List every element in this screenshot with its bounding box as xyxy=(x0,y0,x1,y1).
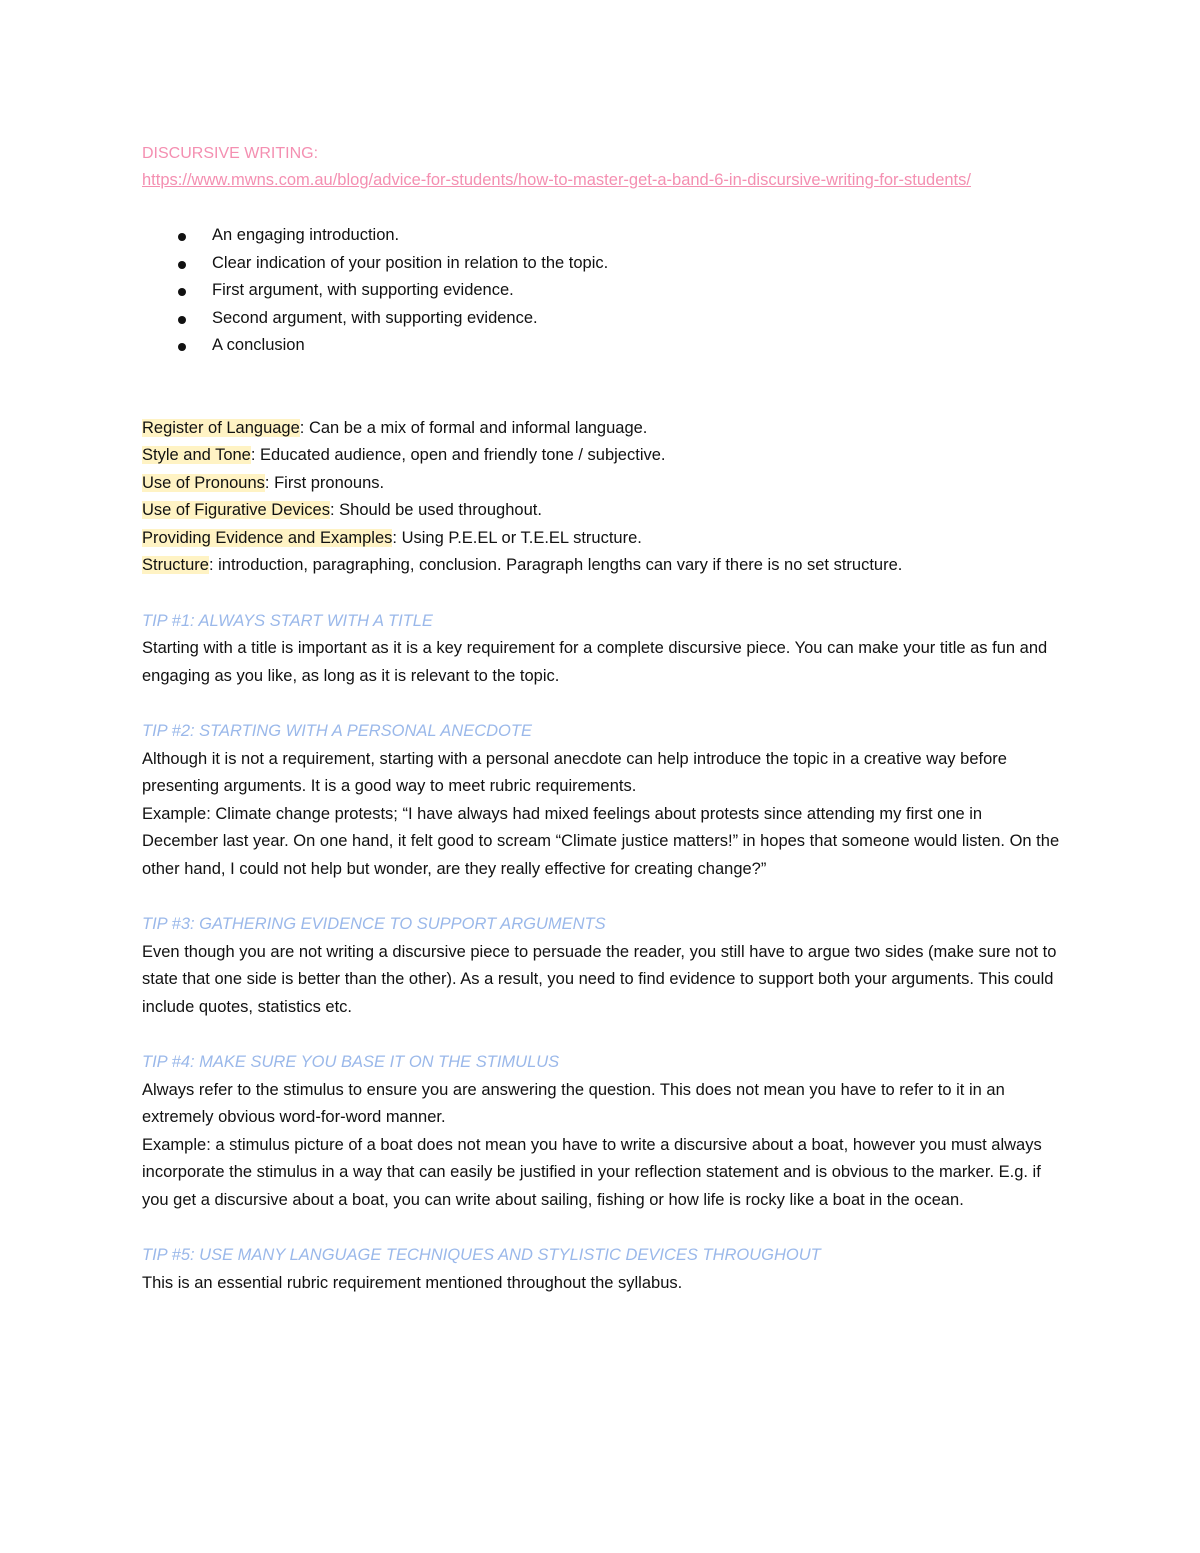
tip-example-paragraph: Example: Climate change protests; “I have always had mixed feelings about protests since attending my first one in December last year. On one hand, it felt good to scream “Climate justice matters!” in hopes that someone would listen. On the other hand, I could not help but wonder, are they really effective for creating change?” xyxy=(142,804,1060,878)
list-item-text: A conclusion xyxy=(212,336,305,354)
property-label: Use of Pronouns xyxy=(142,473,265,492)
tip-paragraph: Even though you are not writing a discursive piece to persuade the reader, you still have to argue two sides (make sure not to state that one side is better than the other). As a result, you need to find evidence to support both your arguments. This could include quotes, statistics etc. xyxy=(142,942,1057,1016)
property-pronouns xyxy=(142,470,1062,498)
list-item xyxy=(142,277,1062,305)
property-label: Register of Language xyxy=(142,418,300,437)
property-structure xyxy=(142,552,1062,580)
tip-heading: TIP #2: STARTING WITH A PERSONAL ANECDOTE xyxy=(142,722,532,740)
property-register xyxy=(142,415,1062,443)
property-value: : First pronouns. xyxy=(264,473,385,492)
tip-section-5 xyxy=(142,1242,1062,1297)
tip-heading: TIP #1: ALWAYS START WITH A TITLE xyxy=(142,611,433,630)
property-evidence xyxy=(142,525,1062,553)
tip-heading: TIP #5: USE MANY LANGUAGE TECHNIQUES AND STYLISTIC DEVICES THROUGHOUT xyxy=(142,1246,821,1264)
property-label: Providing Evidence and Examples xyxy=(142,528,393,547)
bullet-icon xyxy=(178,343,186,351)
list-item xyxy=(142,222,1062,250)
document-page xyxy=(142,140,1062,1297)
property-value: : Using P.E.EL or T.E.EL structure. xyxy=(392,528,642,547)
property-value: : introduction, paragraphing, conclusion. Paragraph lengths can vary if there is no set structure. xyxy=(208,556,903,574)
bullet-icon xyxy=(178,288,186,296)
list-item-text: First argument, with supporting evidence. xyxy=(212,281,514,299)
list-item-text: Clear indication of your position in relation to the topic. xyxy=(212,253,609,272)
property-label: Use of Figurative Devices xyxy=(142,501,330,519)
tip-paragraph: This is an essential rubric requirement mentioned throughout the syllabus. xyxy=(142,1273,683,1292)
list-item xyxy=(142,332,1062,360)
property-value: : Should be used throughout. xyxy=(330,501,542,519)
tip-section-1 xyxy=(142,608,1062,691)
property-label: Style and Tone xyxy=(142,446,251,464)
list-item-text: An engaging introduction. xyxy=(212,226,400,244)
tip-example-paragraph: Example: a stimulus picture of a boat does not mean you have to write a discursive about a boat, however you must always incorporate the stimulus in a way that can easily be justified in your reflection statement and is obvious to the marker. E.g. if you get a discursive about a boat, you can write about sailing, fishing or how life is rocky like a boat in the ocean. xyxy=(142,1135,1042,1209)
property-value: : Can be a mix of formal and informal language. xyxy=(299,418,648,437)
property-label: Structure xyxy=(142,556,209,574)
tip-section-4 xyxy=(142,1049,1062,1214)
bullet-icon xyxy=(178,316,186,324)
tip-heading: TIP #4: MAKE SURE YOU BASE IT ON THE STIMULUS xyxy=(142,1053,560,1071)
tip-paragraph: Always refer to the stimulus to ensure you are answering the question. This does not mean you have to refer to it in an extremely obvious word-for-word manner. xyxy=(142,1080,1005,1126)
structure-outline-list xyxy=(142,222,1062,360)
tip-section-3 xyxy=(142,911,1062,1021)
tip-paragraph: Although it is not a requirement, starting with a personal anecdote can help introduce the topic in a creative way before presenting arguments. It is a good way to meet rubric requirements. xyxy=(142,749,1007,795)
list-item xyxy=(142,305,1062,333)
tip-section-2 xyxy=(142,718,1062,883)
list-item xyxy=(142,250,1062,278)
source-link[interactable]: https://www.mwns.com.au/blog/advice-for-students/how-to-master-get-a-band-6-in-discursive-writing-for-students/ xyxy=(142,171,971,189)
property-style-tone xyxy=(142,442,1062,470)
document-title: DISCURSIVE WRITING: xyxy=(142,145,319,162)
property-value: : Educated audience, open and friendly tone / subjective. xyxy=(250,446,666,464)
bullet-icon xyxy=(178,233,186,241)
tip-paragraph: Starting with a title is important as it is a key requirement for a complete discursive piece. You can make your title as fun and engaging as you like, as long as it is relevant to the topic. xyxy=(142,639,1048,685)
property-figurative-devices xyxy=(142,497,1062,525)
tip-heading: TIP #3: GATHERING EVIDENCE TO SUPPORT ARGUMENTS xyxy=(142,915,606,933)
writing-properties xyxy=(142,415,1062,580)
bullet-icon xyxy=(178,261,186,269)
list-item-text: Second argument, with supporting evidence. xyxy=(212,308,538,327)
